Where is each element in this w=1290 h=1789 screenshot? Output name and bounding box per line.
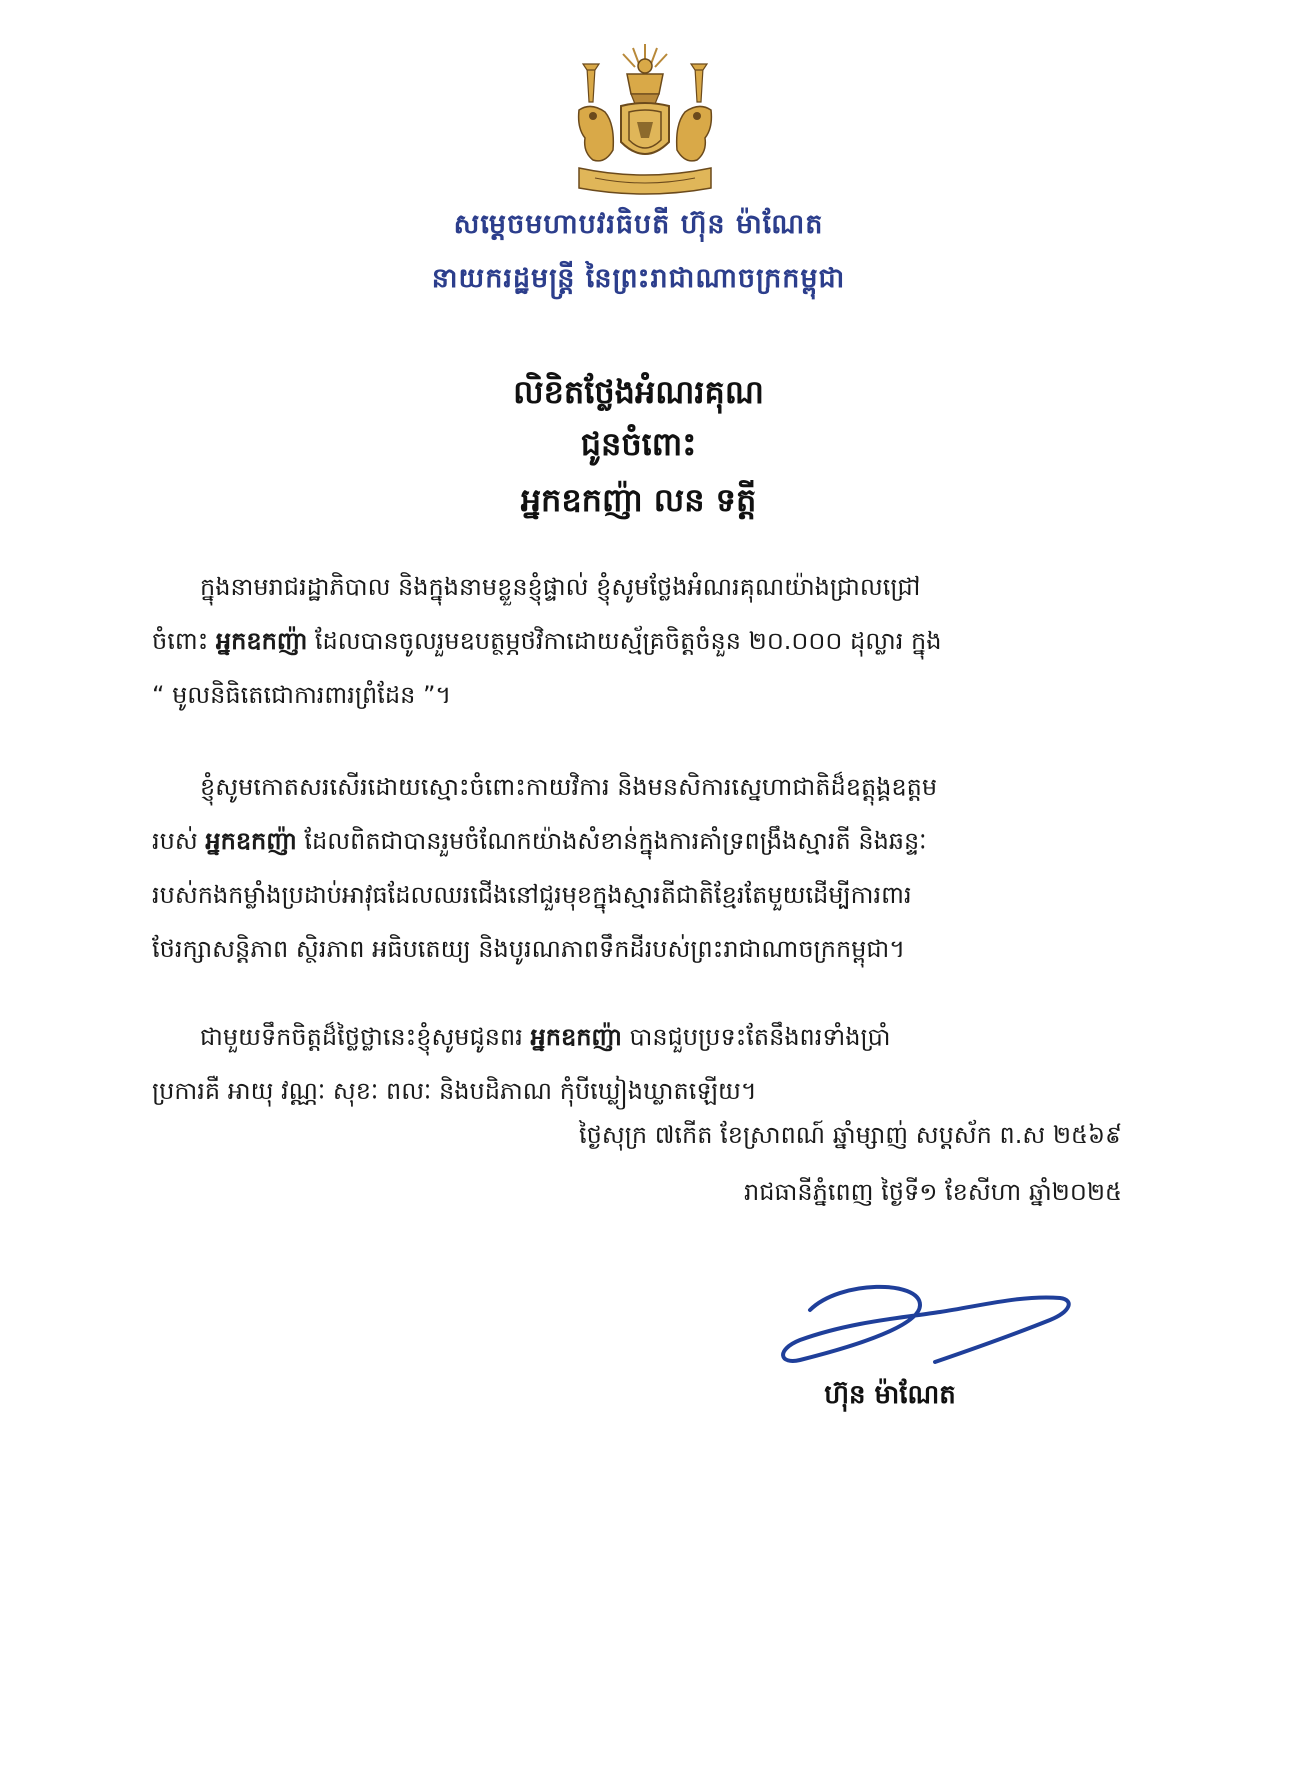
letter-title: លិខិតថ្លែងអំណរគុណ (513, 373, 764, 411)
paragraph-2-line-4: ថែរក្សាសន្តិភាព ស្ថិរភាព អធិបតេយ្យ និងបូរណភាពទឹកដីរបស់ព្រះរាជាណាចក្រកម្ពុជា។ (152, 935, 906, 963)
letter-addressed-to: ជូនចំពោះ (580, 425, 697, 463)
recipient-honorific: អ្នកឧកញ៉ា (215, 627, 308, 655)
issuer-title: សម្តេចមហាបវរធិបតី ហ៊ុន ម៉ាណែត (453, 209, 824, 240)
recipient-honorific: អ្នកឧកញ៉ា (205, 827, 297, 855)
recipient-name: អ្នកឧកញ៉ា លន ទត្តី (520, 481, 757, 519)
paragraph-1-line-2 (152, 614, 1122, 668)
paragraph-1-line-2-c: ដែលបានចូលរួមឧបត្ថម្ភថវិកាដោយស្ម័គ្រចិត្តចំនួន ២០.០០០ ដុល្លារ ក្នុង (307, 627, 942, 655)
paragraph-2-line-1: ខ្ញុំសូមកោតសរសើរដោយស្មោះចំពោះកាយវិការ និងមនសិការស្នេហាជាតិដ៏ឧត្តុង្គឧត្តម (200, 773, 938, 801)
paragraph-2-line-3: របស់កងកម្លាំងប្រដាប់អាវុធដែលឈរជើងនៅជួរមុខក្នុងស្មារតីជាតិខ្មែរតែមួយដើម្បីការពារ (152, 881, 912, 909)
handwritten-signature-icon (770, 1270, 1080, 1380)
paragraph-3-line-1 (152, 1010, 1122, 1064)
paragraph-2-line-2-c: ដែលពិតជាបានរួមចំណែកយ៉ាងសំខាន់ក្នុងការគាំទ្រពង្រឹងស្មារតី និងឆន្ទៈ (296, 827, 927, 855)
paragraph-3-line-1-a: ជាមួយទឹកចិត្តដ៏ថ្លៃថ្លានេះខ្ញុំសូមជូនពរ (200, 1023, 531, 1051)
issuer-position: នាយករដ្ឋមន្ត្រី នៃព្រះរាជាណាចក្រកម្ពុជា (431, 263, 846, 294)
recipient-honorific: អ្នកឧកញ៉ា (530, 1023, 622, 1051)
lunar-date: ថ្ងៃសុក្រ ៧កើត ខែស្រាពណ៍ ឆ្នាំម្សាញ់ សប្តស័ក ព.ស ២៥៦៩ (578, 1121, 1122, 1149)
paragraph-3-line-2: ប្រការគឺ អាយុ វណ្ណៈ សុខៈ ពលៈ និងបដិភាណ កុំបីឃ្លៀងឃ្លាតឡើយ។ (152, 1077, 757, 1105)
paragraph-1-line-3: “ មូលនិធិតេជោការពារព្រំដែន ”។ (152, 681, 452, 709)
paragraph-2-line-2-a: របស់ (152, 827, 206, 855)
paragraph-1-line-2-a: ចំពោះ (152, 627, 216, 655)
paragraph-2 (152, 760, 1122, 976)
paragraph-1 (152, 560, 1122, 722)
paragraph-1-line-1: ក្នុងនាមរាជរដ្ឋាភិបាល និងក្នុងនាមខ្លួនខ្ញុំផ្ទាល់ ខ្ញុំសូមថ្លែងអំណរគុណយ៉ាងជ្រាលជ្រៅ (200, 573, 921, 601)
solar-date: រាជធានីភ្នំពេញ ថ្ងៃទី១ ខែសីហា ឆ្នាំ២០២៥ (744, 1178, 1122, 1206)
page-margin (1277, 0, 1290, 1789)
paragraph-3-line-1-c: បានជួបប្រទះតែនឹងពរទាំងប្រាំ (621, 1023, 891, 1051)
signer-name: ហ៊ុន ម៉ាណែត (824, 1380, 956, 1410)
royal-coat-of-arms-icon (565, 42, 725, 202)
paragraph-2-line-2 (152, 814, 1122, 868)
paragraph-3 (152, 1010, 1122, 1118)
